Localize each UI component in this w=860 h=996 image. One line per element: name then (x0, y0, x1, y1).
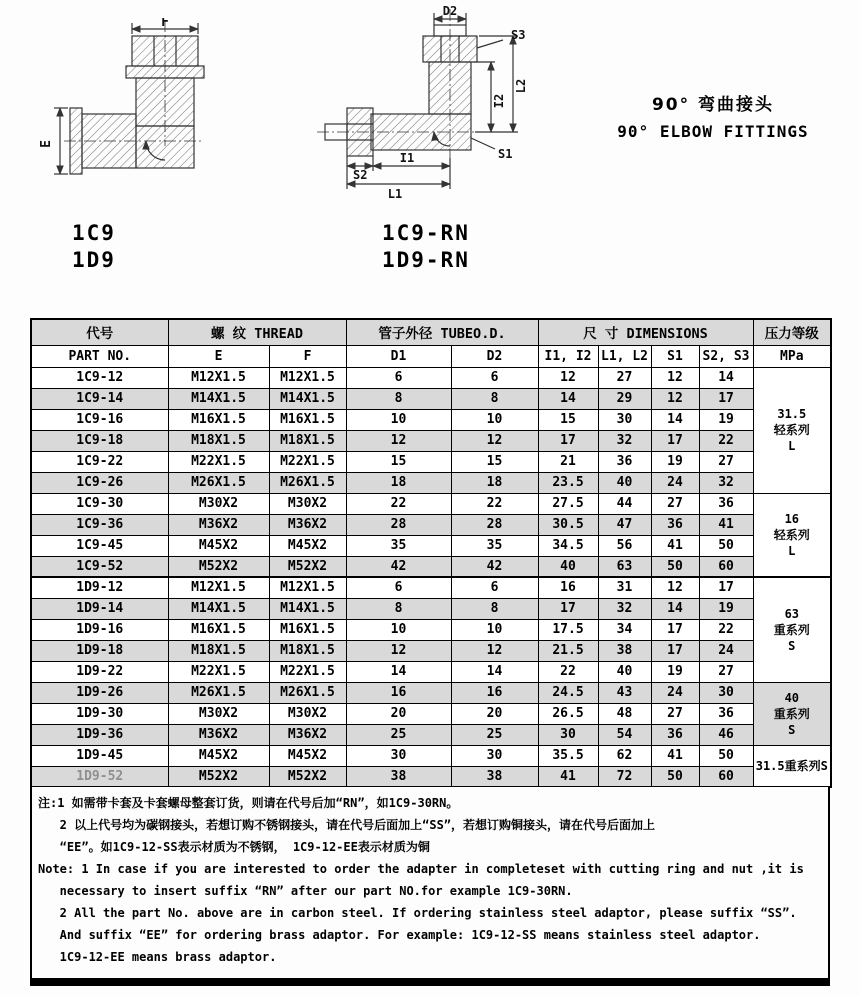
header-s2-s3: S2, S3 (699, 345, 753, 367)
notes-block (30, 786, 830, 986)
value-cell: 14 (699, 367, 753, 388)
value-cell: 30 (598, 409, 651, 430)
value-cell: 16 (346, 682, 451, 703)
pressure-rating-cell: 40 重系列 S (753, 682, 831, 745)
value-cell: 27 (651, 493, 699, 514)
value-cell: 48 (598, 703, 651, 724)
dim-label-e: E (40, 140, 54, 148)
table-row (31, 514, 831, 535)
part-no-cell: 1D9-52 (31, 766, 168, 787)
dim-label-l2: L2 (514, 78, 528, 94)
header-l1-l2: L1, L2 (598, 345, 651, 367)
value-cell: 22 (538, 661, 598, 682)
table-row (31, 535, 831, 556)
value-cell: M45X2 (168, 535, 269, 556)
value-cell: M14X1.5 (168, 598, 269, 619)
value-cell: 42 (346, 556, 451, 577)
value-cell: 12 (651, 367, 699, 388)
table-header-row-1 (31, 319, 831, 345)
part-no-cell: 1C9-45 (31, 535, 168, 556)
value-cell: 25 (346, 724, 451, 745)
value-cell: 36 (699, 493, 753, 514)
value-cell: 38 (451, 766, 538, 787)
value-cell: M22X1.5 (168, 661, 269, 682)
table-row (31, 430, 831, 451)
pressure-rating-cell: 31.5 轻系列 L (753, 367, 831, 493)
value-cell: 8 (451, 598, 538, 619)
value-cell: 32 (699, 472, 753, 493)
value-cell: M16X1.5 (168, 619, 269, 640)
value-cell: M12X1.5 (269, 367, 346, 388)
table-row (31, 682, 831, 703)
part-no-cell: 1D9-16 (31, 619, 168, 640)
part-no-cell: 1C9-30 (31, 493, 168, 514)
header-mpa: MPa (753, 345, 831, 367)
value-cell: 17.5 (538, 619, 598, 640)
table-row (31, 745, 831, 766)
value-cell: M30X2 (168, 493, 269, 514)
table-body (31, 367, 831, 787)
dim-label-f: F (161, 18, 169, 30)
note-line: 1C9-12-EE means brass adaptor. (38, 950, 277, 964)
value-cell: 6 (451, 577, 538, 598)
part-no-cell: 1C9-26 (31, 472, 168, 493)
value-cell: 46 (699, 724, 753, 745)
figure1-captions (72, 220, 116, 274)
table-row (31, 472, 831, 493)
table-row (31, 409, 831, 430)
value-cell: 30 (346, 745, 451, 766)
value-cell: 24 (699, 640, 753, 661)
value-cell: M36X2 (269, 514, 346, 535)
value-cell: 19 (651, 451, 699, 472)
elbow-fitting-drawing (40, 18, 290, 214)
value-cell: M52X2 (269, 766, 346, 787)
fitting-body-outline (54, 20, 204, 174)
part-no-cell: 1C9-52 (31, 556, 168, 577)
value-cell: M30X2 (269, 703, 346, 724)
dim-label-s3: S3 (511, 28, 526, 42)
value-cell: 12 (651, 577, 699, 598)
header-part-no-en: PART NO. (31, 345, 168, 367)
value-cell: 62 (598, 745, 651, 766)
value-cell: M45X2 (168, 745, 269, 766)
value-cell: M18X1.5 (269, 430, 346, 451)
value-cell: M16X1.5 (168, 409, 269, 430)
value-cell: 10 (346, 619, 451, 640)
value-cell: 36 (651, 724, 699, 745)
part-no-cell: 1D9-30 (31, 703, 168, 724)
value-cell: 15 (451, 451, 538, 472)
value-cell: 27.5 (538, 493, 598, 514)
value-cell: 30 (538, 724, 598, 745)
value-cell: 17 (538, 430, 598, 451)
value-cell: 17 (538, 598, 598, 619)
header-s1: S1 (651, 345, 699, 367)
table-row (31, 703, 831, 724)
value-cell: 22 (699, 619, 753, 640)
note-line: 2 All the part No. above are in carbon steel. If ordering stainless steel adaptor, please suffix “SS”. (38, 906, 797, 920)
value-cell: 8 (346, 388, 451, 409)
value-cell: M18X1.5 (269, 640, 346, 661)
value-cell: 6 (346, 367, 451, 388)
value-cell: 17 (699, 388, 753, 409)
value-cell: M18X1.5 (168, 430, 269, 451)
value-cell: 17 (651, 619, 699, 640)
value-cell: 29 (598, 388, 651, 409)
title-chinese: 90° 弯曲接头 (651, 95, 775, 115)
part-no-cell: 1C9-36 (31, 514, 168, 535)
header-i1-i2: I1, I2 (538, 345, 598, 367)
value-cell: 43 (598, 682, 651, 703)
value-cell: 38 (598, 640, 651, 661)
value-cell: 42 (451, 556, 538, 577)
value-cell: 28 (346, 514, 451, 535)
header-part-no-cn: 代号 (31, 319, 168, 345)
table-row (31, 724, 831, 745)
value-cell: 25 (451, 724, 538, 745)
value-cell: 14 (651, 598, 699, 619)
value-cell: 35.5 (538, 745, 598, 766)
note-line: And suffix “EE” for ordering brass adaptor. For example: 1C9-12-SS means stainless steel adaptor. (38, 928, 761, 942)
value-cell: M45X2 (269, 745, 346, 766)
value-cell: 21.5 (538, 640, 598, 661)
note-line: “EE”。如1C9-12-SS表示材质为不锈钢， 1C9-12-EE表示材质为铜 (38, 840, 430, 854)
value-cell: 27 (699, 451, 753, 472)
spec-table (30, 318, 832, 788)
part-no-cell: 1C9-18 (31, 430, 168, 451)
value-cell: 15 (538, 409, 598, 430)
header-dimensions: 尺 寸 DIMENSIONS (538, 319, 753, 345)
value-cell: 41 (651, 745, 699, 766)
value-cell: 24.5 (538, 682, 598, 703)
header-tube-od: 管子外径 TUBEO.D. (346, 319, 538, 345)
value-cell: 50 (699, 745, 753, 766)
value-cell: 27 (699, 661, 753, 682)
dim-label-d2: D2 (442, 6, 458, 18)
value-cell: 10 (451, 409, 538, 430)
value-cell: 31 (598, 577, 651, 598)
table-row (31, 661, 831, 682)
table-row (31, 493, 831, 514)
header-d2: D2 (451, 345, 538, 367)
value-cell: 12 (346, 640, 451, 661)
note-line: 2 以上代号均为碳钢接头，若想订购不锈钢接头，请在代号后面加上“SS”，若想订购铜接头，请在代号后面加上 (38, 818, 656, 832)
value-cell: 60 (699, 766, 753, 787)
value-cell: 6 (451, 367, 538, 388)
header-thread: 螺 纹 THREAD (168, 319, 346, 345)
value-cell: 12 (451, 640, 538, 661)
value-cell: 36 (598, 451, 651, 472)
value-cell: M14X1.5 (168, 388, 269, 409)
figure2-caption-line2: 1D9-RN (382, 248, 470, 272)
value-cell: 60 (699, 556, 753, 577)
header-thread-e: E (168, 345, 269, 367)
dim-label-s2: S2 (353, 168, 368, 182)
part-no-cell: 1C9-14 (31, 388, 168, 409)
value-cell: M22X1.5 (269, 451, 346, 472)
value-cell: M14X1.5 (269, 388, 346, 409)
dim-label-s1: S1 (498, 147, 513, 161)
value-cell: M22X1.5 (168, 451, 269, 472)
value-cell: 27 (598, 367, 651, 388)
table-row (31, 598, 831, 619)
value-cell: 27 (651, 703, 699, 724)
pressure-rating-cell: 16 轻系列 L (753, 493, 831, 577)
value-cell: 22 (346, 493, 451, 514)
figure2-caption-line1: 1C9-RN (382, 221, 470, 245)
value-cell: 32 (598, 430, 651, 451)
value-cell: 44 (598, 493, 651, 514)
value-cell: M52X2 (168, 766, 269, 787)
value-cell: 10 (451, 619, 538, 640)
part-no-cell: 1C9-12 (31, 367, 168, 388)
value-cell: 41 (699, 514, 753, 535)
value-cell: 56 (598, 535, 651, 556)
dim-label-l1: L1 (387, 187, 403, 201)
value-cell: 63 (598, 556, 651, 577)
value-cell: 30 (699, 682, 753, 703)
value-cell: 34 (598, 619, 651, 640)
value-cell: 21 (538, 451, 598, 472)
value-cell: 14 (346, 661, 451, 682)
value-cell: 8 (346, 598, 451, 619)
table-row (31, 766, 831, 787)
note-line: necessary to insert suffix “RN” after our part NO.for example 1C9-30RN. (38, 884, 573, 898)
value-cell: 20 (451, 703, 538, 724)
value-cell: 24 (651, 472, 699, 493)
figure2-captions (382, 220, 470, 274)
value-cell: 32 (598, 598, 651, 619)
value-cell: 14 (451, 661, 538, 682)
value-cell: 50 (651, 766, 699, 787)
value-cell: M52X2 (269, 556, 346, 577)
value-cell: M12X1.5 (269, 577, 346, 598)
table-row (31, 556, 831, 577)
value-cell: 30 (451, 745, 538, 766)
part-no-cell: 1D9-26 (31, 682, 168, 703)
value-cell: 8 (451, 388, 538, 409)
table-header-row-2 (31, 345, 831, 367)
note-line: 注:1 如需带卡套及卡套螺母整套订货，则请在代号后加“RN”，如1C9-30RN。 (38, 796, 459, 810)
value-cell: 10 (346, 409, 451, 430)
value-cell: 24 (651, 682, 699, 703)
value-cell: 38 (346, 766, 451, 787)
value-cell: M52X2 (168, 556, 269, 577)
table-row (31, 367, 831, 388)
header-d1: D1 (346, 345, 451, 367)
value-cell: 17 (699, 577, 753, 598)
part-no-cell: 1D9-14 (31, 598, 168, 619)
value-cell: 12 (538, 367, 598, 388)
value-cell: M12X1.5 (168, 367, 269, 388)
value-cell: 41 (651, 535, 699, 556)
value-cell: 36 (651, 514, 699, 535)
value-cell: 16 (538, 577, 598, 598)
value-cell: 19 (651, 661, 699, 682)
value-cell: 23.5 (538, 472, 598, 493)
value-cell: 54 (598, 724, 651, 745)
figure1-caption-line2: 1D9 (72, 248, 116, 272)
title-english: 90° ELBOW FITTINGS (617, 122, 809, 141)
value-cell: 22 (451, 493, 538, 514)
value-cell: 19 (699, 598, 753, 619)
value-cell: M12X1.5 (168, 577, 269, 598)
value-cell: 47 (598, 514, 651, 535)
value-cell: M16X1.5 (269, 619, 346, 640)
value-cell: 35 (346, 535, 451, 556)
value-cell: 6 (346, 577, 451, 598)
value-cell: 12 (346, 430, 451, 451)
value-cell: 17 (651, 430, 699, 451)
value-cell: M36X2 (269, 724, 346, 745)
figure1-caption-line1: 1C9 (72, 221, 116, 245)
value-cell: M22X1.5 (269, 661, 346, 682)
table-row (31, 619, 831, 640)
part-no-cell: 1D9-22 (31, 661, 168, 682)
value-cell: 15 (346, 451, 451, 472)
table-row (31, 577, 831, 598)
value-cell: 28 (451, 514, 538, 535)
value-cell: M26X1.5 (269, 682, 346, 703)
value-cell: 50 (651, 556, 699, 577)
technical-drawing-1c9 (40, 18, 290, 218)
value-cell: 19 (699, 409, 753, 430)
part-no-cell: 1C9-22 (31, 451, 168, 472)
value-cell: 12 (651, 388, 699, 409)
value-cell: M14X1.5 (269, 598, 346, 619)
pressure-rating-cell: 31.5重系列S (753, 745, 831, 787)
value-cell: 34.5 (538, 535, 598, 556)
value-cell: 35 (451, 535, 538, 556)
note-line: Note: 1 In case if you are interested to order the adapter in completeset with cutting ring and nut ,it is (38, 862, 804, 876)
pressure-rating-cell: 63 重系列 S (753, 577, 831, 682)
value-cell: 50 (699, 535, 753, 556)
elbow-fitting-rn-drawing (295, 6, 565, 216)
value-cell: 17 (651, 640, 699, 661)
value-cell: 26.5 (538, 703, 598, 724)
header-pressure-rating: 压力等级 (753, 319, 831, 345)
value-cell: M26X1.5 (269, 472, 346, 493)
value-cell: 16 (451, 682, 538, 703)
value-cell: M18X1.5 (168, 640, 269, 661)
value-cell: M36X2 (168, 724, 269, 745)
dim-label-i2: I2 (492, 93, 506, 109)
value-cell: M30X2 (269, 493, 346, 514)
value-cell: 18 (346, 472, 451, 493)
value-cell: M45X2 (269, 535, 346, 556)
value-cell: M30X2 (168, 703, 269, 724)
value-cell: 14 (651, 409, 699, 430)
value-cell: 14 (538, 388, 598, 409)
value-cell: 12 (451, 430, 538, 451)
technical-drawing-1c9-rn (295, 6, 565, 220)
value-cell: M36X2 (168, 514, 269, 535)
value-cell: M26X1.5 (168, 472, 269, 493)
value-cell: 22 (699, 430, 753, 451)
table-row (31, 640, 831, 661)
value-cell: 40 (538, 556, 598, 577)
part-no-cell: 1D9-36 (31, 724, 168, 745)
value-cell: 18 (451, 472, 538, 493)
part-no-cell: 1D9-18 (31, 640, 168, 661)
value-cell: 36 (699, 703, 753, 724)
part-no-cell: 1C9-16 (31, 409, 168, 430)
part-no-cell: 1D9-12 (31, 577, 168, 598)
table-row (31, 388, 831, 409)
value-cell: 41 (538, 766, 598, 787)
value-cell: 30.5 (538, 514, 598, 535)
value-cell: 20 (346, 703, 451, 724)
fitting-rn-body-outline (317, 9, 518, 189)
value-cell: 40 (598, 472, 651, 493)
value-cell: 72 (598, 766, 651, 787)
part-no-cell: 1D9-45 (31, 745, 168, 766)
header-thread-f: F (269, 345, 346, 367)
value-cell: M16X1.5 (269, 409, 346, 430)
value-cell: 40 (598, 661, 651, 682)
value-cell: M26X1.5 (168, 682, 269, 703)
table-row (31, 451, 831, 472)
dim-label-i1: I1 (399, 151, 415, 165)
title-block (582, 90, 844, 141)
